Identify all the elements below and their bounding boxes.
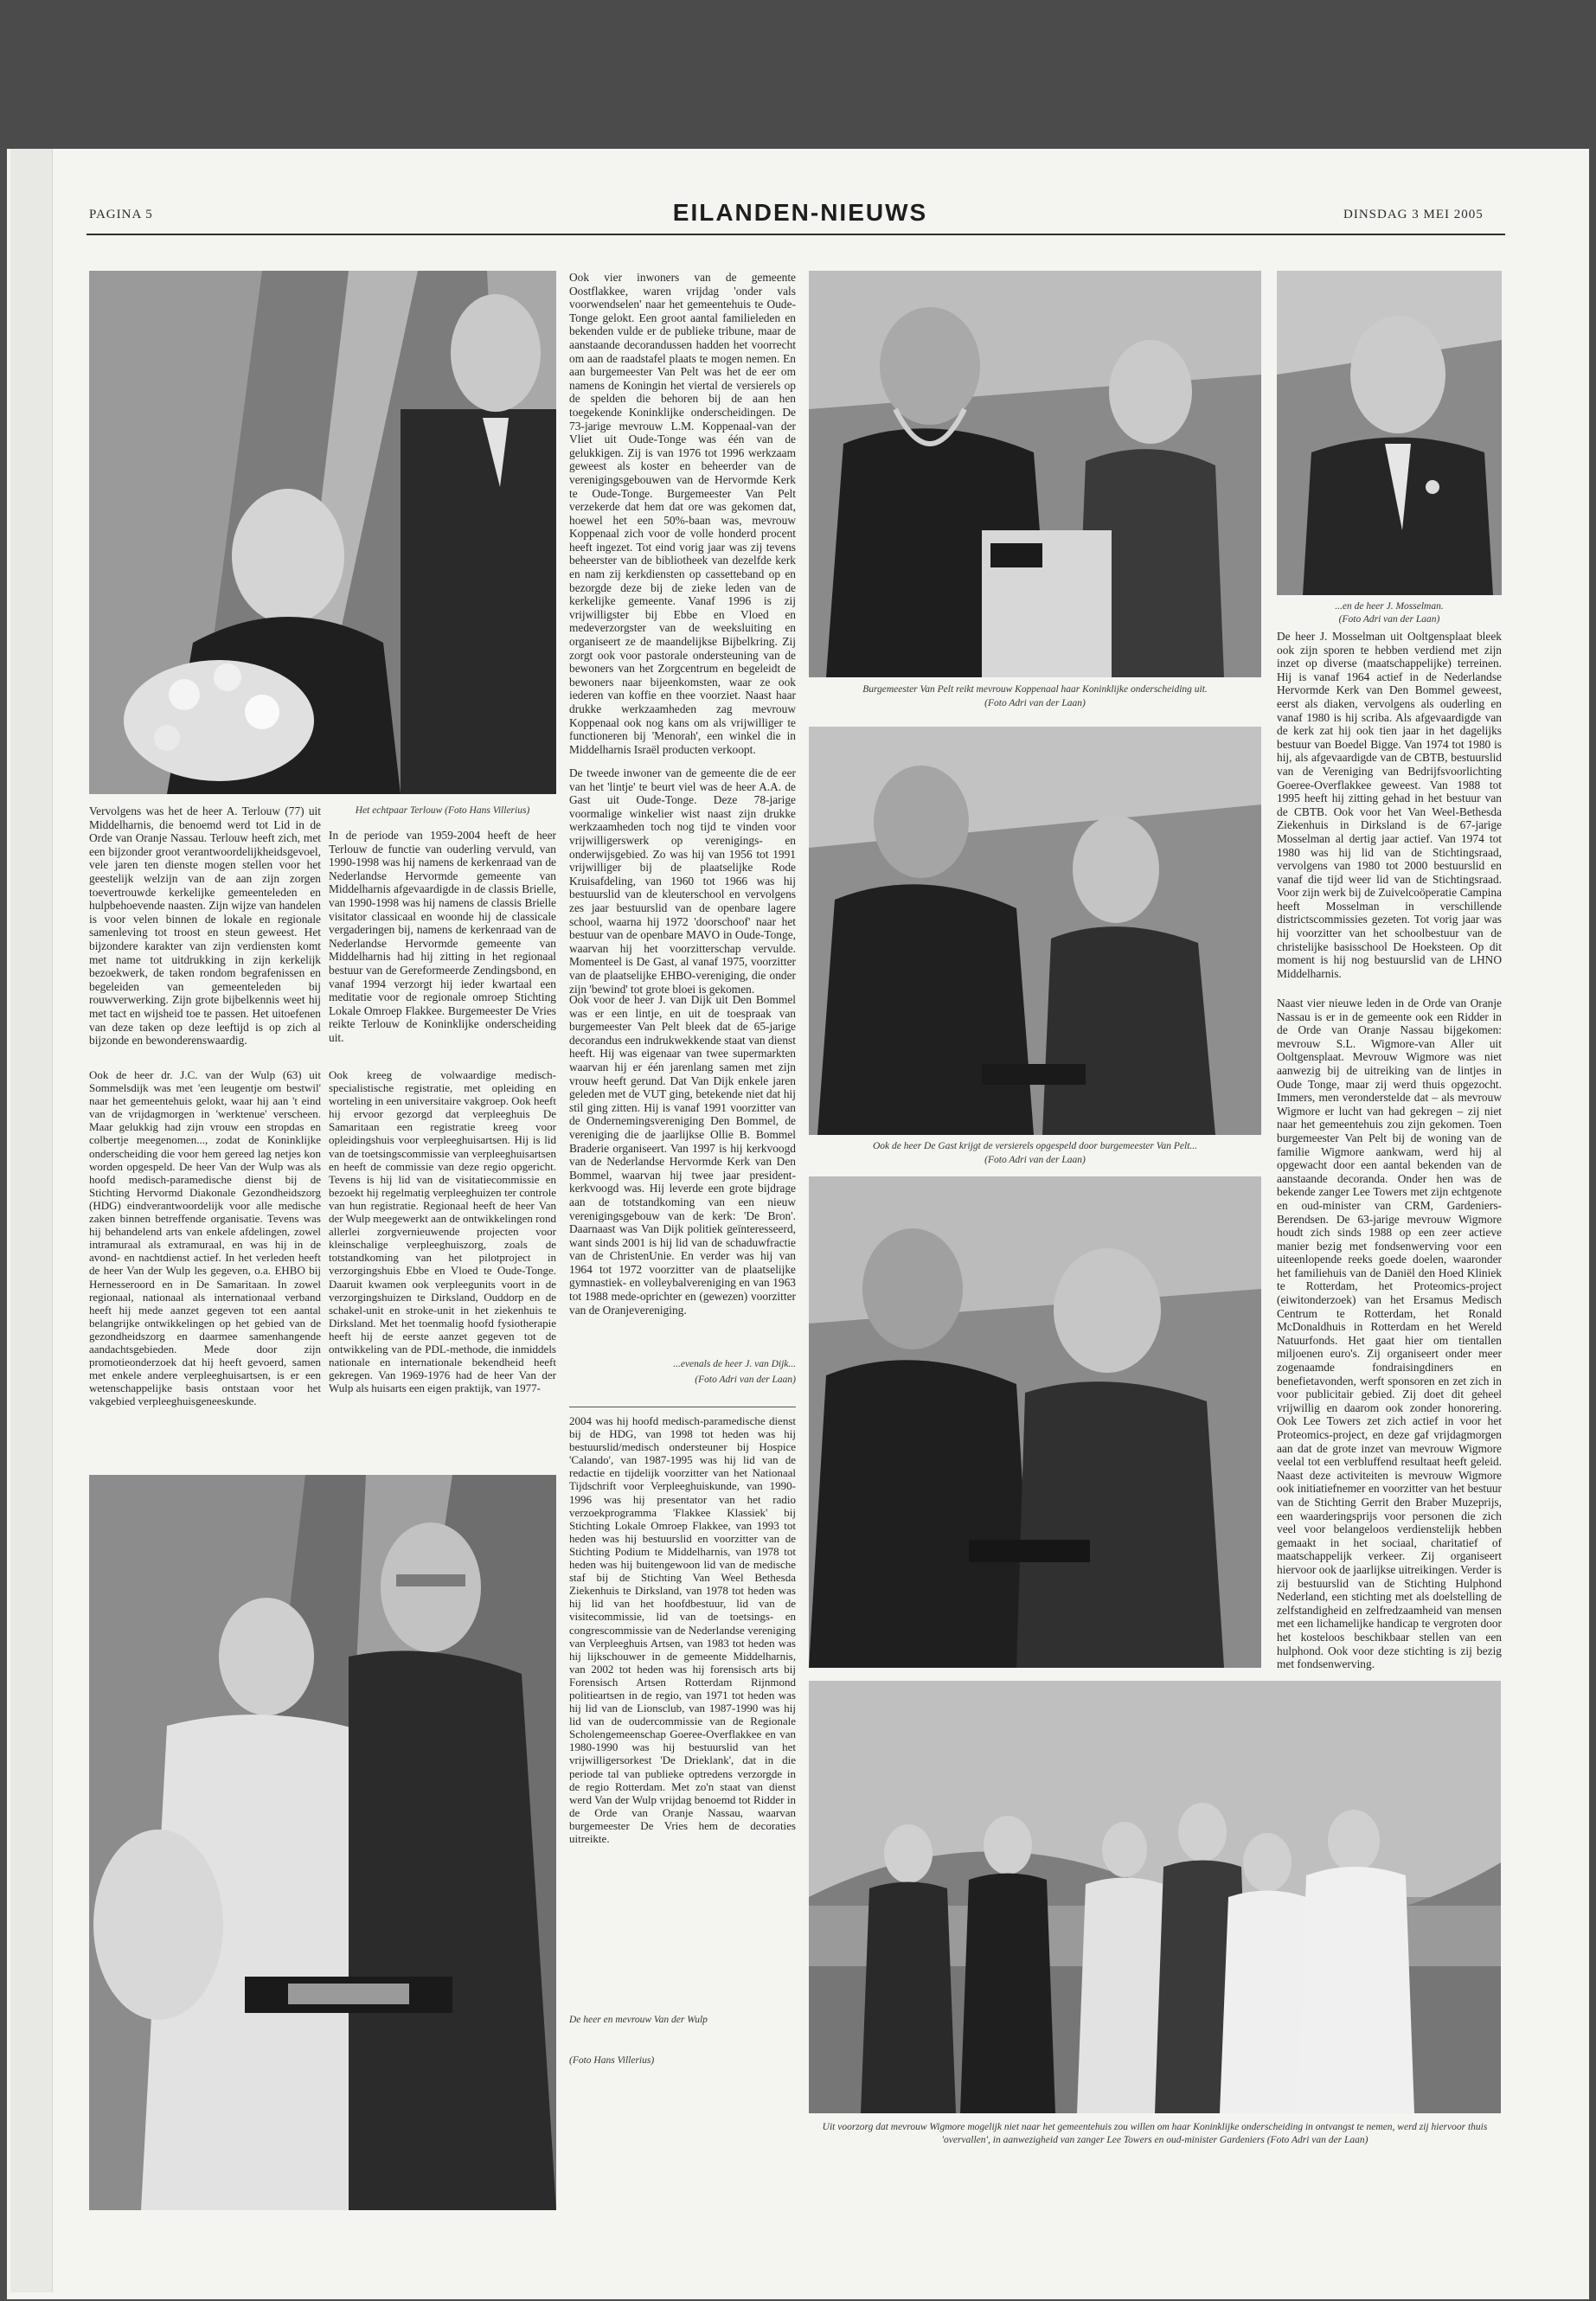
photo-van-dijk	[809, 1176, 1261, 1668]
photo-wigmore	[809, 1681, 1501, 2113]
article-de-gast: De tweede inwoner van de gemeente die de eer van het 'lintje' te beurt viel was de heer A.A. de Gast uit Oude-Tonge. Deze 78-jarige voormalige winkelier wist naast zijn drukke werkzaamheden toch nog tijd te vinden voor vrijwilligerswerk op verenigings- en onderwijsgebied. Zo was hij van 1956 tot 1991 vrijwilliger bij de plaatselijke Rode Kruisafdeling, van 1960 tot 1966 was hij bestuurslid van de kleuterschool en vervolgens zes jaar bestuurslid van de openbare lagere school, waarna hij 1972 'doorschoof' naar het bestuur van de openbare MAVO in Oude-Tonge, waarvan hij het voorzitterschap vervulde. Momenteel is De Gast, al vanaf 1975, voorzitter van de plaatselijke EHBO-vereniging, die onder zijn 'bewind' tot grote bloei is gekomen.	[569, 766, 796, 996]
caption-de-gast-credit: (Foto Adri van der Laan)	[984, 1155, 1086, 1165]
article-mosselman: De heer J. Mosselman uit Ooltgensplaat bleek ook zijn sporen te hebben verdiend met zijn inzet op diverse (maatschappelijke) terreinen. Hij is vanaf 1964 actief in de Nederlandse Hervormde Kerk van Den Bommel geweest, eerst als diaken, vervolgens als ouderling en vanaf 1980 is hij scriba. Als afgevaardigde van de kerk zat hij ook tien jaar in het dagelijks bestuur van Boedel Bigge. Van 1974 tot 1980 is hij, als afgevaardigde van de CBTB, bestuurslid van de Vereniging van Bedrijfsvoorlichting Goeree-Overflakkee geweest. Van 1988 tot 1995 heeft hij zitting gehad in het bestuur van de CBTB. Ook voor het Van Weel-Bethesda Ziekenhuis in Dirksland is de 67-jarige Mosselman al dertig jaar actief. Van 1974 tot 1980 was hij lid van de Stichtingsraad, vervolgens van 1980 tot 2000 bestuurslid en vanaf die tijd weer lid van de Stichtingsraad. Voor zijn werk bij de Zuivelcoöperatie Campina heeft Mosselman in verschillende districtscommissies gezeten. Tot vorig jaar was hij voorzitter van het schoolbestuur van de christelijke basisschool De Hoeksteen. Op dit moment is hij nog bestuurslid van de LHNO Middelharnis.	[1277, 630, 1502, 980]
photo-mosselman	[1277, 271, 1502, 595]
caption-wigmore: Uit voorzorg dat mevrouw Wigmore mogelijk niet naar het gemeentehuis zou willen om haar Koninklijke onderscheiding in ontvangst te nemen, werd zij hiervoor thuis 'overvallen', in aanwezigheid van zanger Lee Towers en oud-minister Gardeniers (Foto Adri van der Laan)	[822, 2122, 1488, 2145]
article-wulp-part2: Ook kreeg de volwaardige medisch-specialistische registratie, met opleiding en worteling in een universitaire vakgroep. Ook heeft hij ervoor gezorgd dat verpleeghuis De Samaritaan een registratie kreeg voor opleidingshuis voor verpleeghuisartsen. Hij is lid van de toetsingscommissie van verpleeghuisartsen en heeft de commissie van deze regio opgericht. Tevens is hij lid van de visitatiecommissie en bezoekt hij regelmatig verpleeghuizen ter controle van hun registratie. Regionaal heeft de heer Van der Wulp meegewerkt aan de ontwikkelingen rond allerlei zorgvernieuwende projecten voor kleinschalige verpleeghuiszorg, zoals de totstandkoming van het pilotproject in verzorgingshuis Ebbe en Vloed te Oude-Tonge. Daaruit kwamen ook verpleegunits voort in de verzorgingshuizen te Dirksland, Ouddorp en de schakel-unit en stroke-unit in het ziekenhuis te Dirksland. Met het toenmalig hoofd fysiotherapie heeft hij de eerste aanzet gegeven tot de ontwikkeling van de PDL-methode, die inmiddels nationale en internationale bekendheid heeft gekregen. Van 1969-1976 had de heer Van der Wulp als huisarts een eigen praktijk, van 1977-	[329, 1068, 556, 1395]
article-terlouw-part1: Vervolgens was het de heer A. Terlouw (77) uit Middelharnis, die benoemd werd tot Lid in de Orde van Oranje Nassau. Terlouw heeft zich, met een bijzonder groot verantwoordelijkheidsgevoel, vele jaren ten dienste mogen stellen voor het geestelijk welzijn van de aan zijn zorgen toevertrouwde kerkelijke gemeenteleden en hulpbehoevende naasten. Zijn wijze van handelen is voor velen binnen de lokale en regionale samenleving tot troost en steun geweest. Het bijzondere karakter van zijn verdiensten komt met name tot uitdrukking in zijn kerkelijk bezoekwerk, de taken rondom begrafenissen en begeleiden van gemeenteleden bij rouwverwerking. Zijn grote bijbelkennis weet hij met tact en wijsheid toe te passen. Het uitoefenen van deze taken op deze leeftijd is op zich al bijzonde en bewonderenswaardig.	[89, 804, 321, 1048]
article-wigmore: Naast vier nieuwe leden in de Orde van Oranje Nassau is er in de gemeente ook een Ridder in de Orde van Oranje Nassau bijgekomen: mevrouw S.L. Wigmore-van Aller uit Ooltgensplaat. Mevrouw Wigmore was niet aanwezig bij de uitreiking van de lintjes in Oude Tonge, maar zij werd thuis opgezocht. Immers, men veronderstelde dat – als mevrouw Wigmore er lucht van had gekregen – zij niet naar het gemeentehuis zou zijn gekomen. Toen burgemeester Van Pelt bij de woning van de familie Wigmore aankwam, werd hij al opgewacht door een aantal bekenden van de aanstaande decoranda. Onder hen was de bekende zanger Lee Towers met zijn echtgenote en oud-minister van CRM, Gardeniers-Berendsen. De 63-jarige mevrouw Wigmore houdt zich sinds 1988 op een zeer actieve manier bezig met fondsenwerving voor een uiteenlopende reeks goede doelen, waaronder het familiehuis van de Daniël den Hoed Kliniek te Rotterdam, het Proteomics-project (eiwitonderzoek) van het Ersamus Medisch Centrum te Rotterdam, het Ronald McDonaldhuis in Rotterdam en het Wereld Natuurfonds. Het gaat hier om tientallen miljoenen euro's. Zij organiseert onder meer zogenaamde fondraisingdiners en benefietavonden, werft sponsoren en zet zich in voor publicitair gebied. Zij doet dit geheel vrijwillig en daarom ook zonder honorering. Ook Lee Towers zet zich actief in voor het Proteomics-project, en deze gaf vrijdagmorgen aan dat de grote inzet van mevrouw Wigmore veelal tot een verbluffend resultaat heeft geleid. Naast deze activiteiten is mevrouw Wigmore ook initiatiefnemer en voorzitter van het bestuur van de Stichting Gerrit den Braber Muzeprijs, een waarderingsprijs voor personen die zich veel voor belangeloos verdienstelijk hebben gemaakt in het sociaal, charitatief of maatschappelijk verkeer. Zij organiseert hiervoor ook de jaarlijkse uitreikingen. Verder is zij bestuurslid van de Stichting Hulphond Nederland, een stichting met als doelstelling de zelfstandigheid en zelfredzaamheid van mensen met een lichamelijke handicap te vergroten door het kosteloos beschikbaar stellen van een hulphond. Ook voor deze stichting is zij bezig met fondsenwerving.	[1277, 997, 1502, 1671]
article-terlouw-part2: In de periode van 1959-2004 heeft de heer Terlouw de functie van ouderling vervuld, van 1990-1998 was hij namens de kerkenraad van de Nederlandse Hervormde gemeente van Middelharnis afgevaardigde in de classis Brielle, van 1990-1998 was hij namens de classis Brielle visitator classicaal en woonde hij de classicale vergaderingen bij, namens de kerkenraad van de Nederlandse Hervormde gemeente van Middelharnis had hij zitting in het regionaal bestuur van de Gereformeerde Zendingsbond, en vanaf 1994 verzorgt hij ieder kwartaal een meditatie voor de regionale omroep Stichting Lokale Omroep Flakkee. Burgemeester De Vries reikte Terlouw de Koninklijke onderscheiding uit.	[329, 829, 556, 1044]
article-van-dijk: Ook voor de heer J. van Dijk uit Den Bommel was er een lintje, en uit de toespraak van burgemeester Van Pelt bleek dat de 65-jarige decorandus een indrukwekkende staat van dienst heeft. Hij was eigenaar van twee supermarkten waarvan hij er één jarenlang samen met zijn vrouw heeft gerund. Dat Van Dijk enkele jaren geleden met de VUT ging, betekende niet dat hij stil ging zitten. Hij is vanaf 1991 voorzitter van de Ondernemingsvereniging Den Bommel, de vereniging die de jaarlijkse Ollie B. Bommel Braderie organiseert. Van 1997 is hij kerkvoogd van de Nederlandse Hervormde Kerk van Den Bommel, waarvan hij twee jaar president-kerkvoogd was. Hij leverde een grote bijdrage aan de totstandkoming van een nieuw verenigingsgebouw van de kerk: 'De Bron'. Daarnaast was Van Dijk politiek geïnteresseerd, want sinds 2001 is hij lid van de schaduwfractie van de ChristenUnie. En verder was hij van 1964 tot 1972 voorzitter van de plaatselijke gymnastiek- en volleybalvereniging en van 1963 tot 1988 mede-oprichter en (gewezen) voorzitter van de Oranjevereniging.	[569, 993, 796, 1317]
photo-koppenaal	[809, 271, 1261, 677]
photo-de-gast	[809, 727, 1261, 1135]
photo-terlouw	[89, 271, 556, 794]
masthead: EILANDEN-NIEUWS	[672, 199, 928, 226]
caption-van-pelt-credit: (Foto Adri van der Laan)	[984, 698, 1086, 708]
article-wulp-part3: 2004 was hij hoofd medisch-paramedische dienst bij de HDG, van 1998 tot heden was hij bestuurslid/medisch ondersteuner bij Hospice 'Calando', van 1987-1995 was hij lid van de redactie en tijdelijk voorzitter van het Nationaal Tijdschrift voor Verpleeghuiskunde, van 1990-1996 was hij presentator van het radio verzoekprogramma 'Flakkee Klassiek' bij Stichting Lokale Omroep Flakkee, van 1993 tot heden was hij bestuurslid en voorzitter van de Stichting Podium te Middelharnis, van 1978 tot heden was hij buitengewoon lid van de medische staf bij de Stichting Van Weel Bethesda Ziekenhuis te Dirksland, van 1978 tot heden was hij lid van het hoofdbestuur, lid van de visitecommissie, lid van de toetsings- en congrescommissie van de Nederlandse vereniging van Verpleeghuis Artsen, van 1983 tot heden was hij lijkschouwer in de gemeente Middelharnis, van 2002 tot heden was hij forensisch arts bij Forensisch Artsen Rotterdam Rijnmond politieartsen in de regio, van 1971 tot heden was hij lid van de Lionsclub, van 1987-1990 was hij lid van de oudercommissie van de Regionale Scholengemeenschap Goeree-Overflakkee en van 1980-1990 was hij bestuurslid van het vrijwilligersorkest 'De Drieklank', dat in die periode tal van publieke optredens verzorgde in de regio Rotterdam. Met zo'n staat van dienst werd Van der Wulp vrijdag benoemd tot Ridder in de Orde van Oranje Nassau, waarvan burgemeester De Vries hem de decoraties uitreikte.	[569, 1414, 796, 1845]
photo-van-der-wulp	[89, 1475, 556, 2210]
caption-wulp-credit: (Foto Hans Villerius)	[569, 2055, 655, 2066]
caption-van-dijk: ...evenals de heer J. van Dijk...	[673, 1359, 796, 1369]
caption-mosselman-credit: (Foto Adri van der Laan)	[1338, 614, 1440, 625]
page-number: PAGINA 5	[89, 208, 153, 221]
caption-van-pelt: Burgemeester Van Pelt reikt mevrouw Koppenaal haar Koninklijke onderscheiding uit.	[862, 684, 1208, 695]
caption-terlouw: Het echtpaar Terlouw (Foto Hans Villerius)	[355, 805, 530, 816]
header-rule	[87, 234, 1505, 235]
caption-van-dijk-credit: (Foto Adri van der Laan)	[695, 1375, 796, 1385]
caption-wulp: De heer en mevrouw Van der Wulp	[569, 2015, 708, 2025]
article-wulp-part1: Ook de heer dr. J.C. van der Wulp (63) uit Sommelsdijk was met 'een leugentje om bestwil' naar het gemeentehuis gelokt, waar hij aan 't eind van de vrijdagmorgen in 'werktenue' verscheen. Maar gelukkig had zijn vrouw een stropdas en colbertje meegenomen..., zodat de Koninklijke onderscheiding die voor hem gereed lag netjes kon worden opgespeld. De heer Van der Wulp was als hoofd medisch-paramedische dienst bij de Stichting Hervormd Diakonale Gezondheidszorg (HDG) eindverantwoordelijk voor alle medische zaken binnen betreffende organisatie. Tevens was hij behandelend arts van enkele afdelingen, zowel intramuraal als extramuraal, en was hij in de avond- en nachtdienst actief. In het verleden heeft de heer Van der Wulp les gegeven, o.a. EHBO bij Hernesseroord en in De Samaritaan. In zowel regionaal, nationaal als internationaal verband heeft hij mede aanzet gegeven tot een aantal belangrijke ontwikkelingen op het gebied van de gezondheidszorg en daarmee samenhangende aandachtsgebieden. Mede door zijn promotieonderzoek dat hij heeft gevoerd, samen met enkele andere verpleeghuisartsen, is er een wetenschappelijke basis ontstaan voor het vakgebied verpleeghuisgeneeskunde.	[89, 1068, 321, 1408]
binding-gutter	[10, 149, 53, 2292]
article-koppenaal: Ook vier inwoners van de gemeente Oostflakkee, waren vrijdag 'onder vals voorwendselen' naar het gemeentehuis te Oude-Tonge gelokt. Een groot aantal familieleden en bekenden vulde er de publieke tribune, maar de aanstaande decorandussen hadden het voorrecht om aan de raadstafel plaats te mogen nemen. En aan burgemeester Van Pelt was het de eer om namens de Koningin het viertal de versierels op de spelden die behoren bij de aan hen toegekende Koninklijke onderscheidingen. De 73-jarige mevrouw L.M. Koppenaal-van der Vliet uit Oude-Tonge was één van de gelukkigen. Zij is van 1976 tot 1996 werkzaam geweest als koster en beheerder van de verenigingsgebouwen van de Hervormde Kerk te Oude-Tonge. Burgemeester Van Pelt verzekerde dat hem dat ore was gekomen dat, hoewel het een 50%-baan was, mevrouw Koppenaal zich voor de volle honderd procent heeft ingezet. Tot eind vorig jaar was zij tevens beheerster van de bibliotheek van dezelfde kerk en nam zij kerkdiensten op cassetteband op en bezorgde deze bij de zieke leden van de kerkelijke gemeente. Vanaf 1996 is zij vrijwilligster bij Ebbe en Vloed en medeverzorgster van de weeksluiting en organiseert ze de maandelijkse Bijbelkring. Zij zorgt ook voor pastorale ondersteuning van de bewoners van het Zorgcentrum en begeleidt de bewoners naar bijeenkomsten, waar ze ook iederen van koffie en thee voorziet. Naast haar drukke werkzaamheden zag mevrouw Koppenaal ook nog kans om als vrijwilliger te functioneren bij 'Menorah', een winkel die in Middelharnis Israël producten verkoopt.	[569, 271, 796, 756]
caption-mosselman: ...en de heer J. Mosselman.	[1335, 601, 1444, 612]
issue-date: DINSDAG 3 MEI 2005	[1343, 208, 1484, 221]
caption-de-gast: Ook de heer De Gast krijgt de versierels opgespeld door burgemeester Van Pelt...	[872, 1141, 1198, 1151]
